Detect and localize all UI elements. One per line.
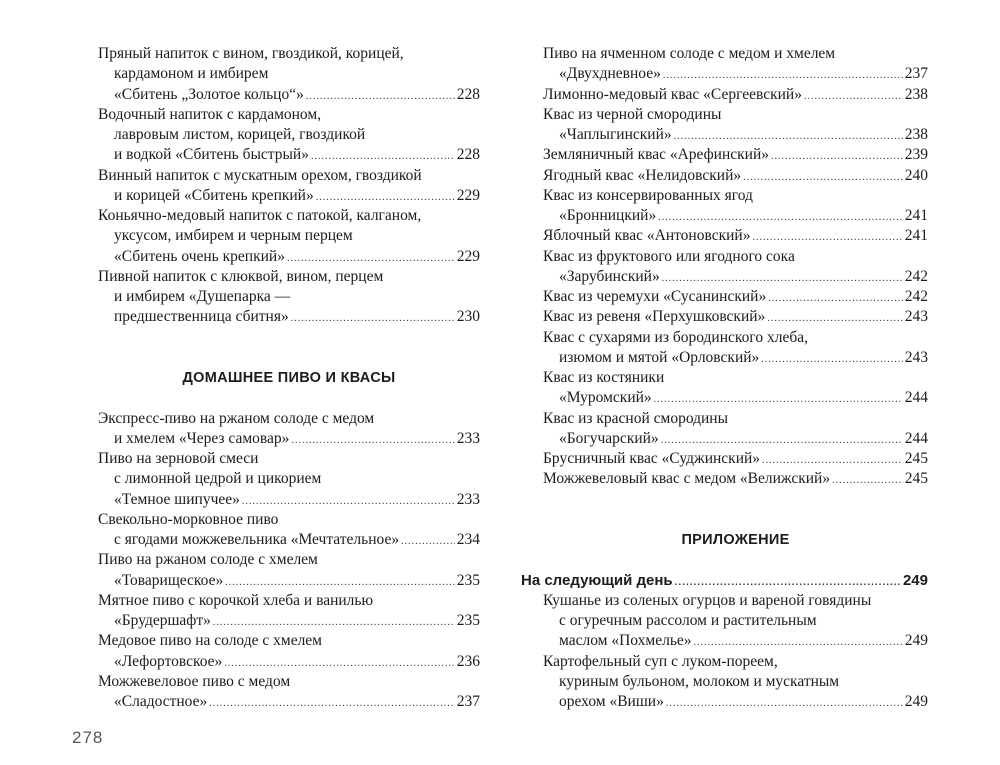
leader-dots [662,269,903,289]
toc-entry-page: 235 [456,571,480,589]
toc-entry-last-line [98,145,480,165]
leader-dots [225,573,455,593]
toc-entry-last-line [98,429,480,449]
toc-entry-last-line [98,307,480,327]
leader-dots [675,573,901,593]
toc-entry-line: Медовое пиво на солоде с хмелем [98,632,322,650]
toc-entry-page: 249 [904,632,928,650]
toc-entry[interactable] [98,510,480,551]
toc-entry-last-line [543,64,928,84]
toc-entry-line: кардамоном и имбирем [114,65,269,83]
toc-entry-line: Пряный напиток с вином, гвоздикой, корицей, [98,45,404,62]
toc-entry-last-line [543,429,928,449]
toc-entry-line: лавровым листом, корицей, гвоздикой [114,126,366,143]
toc-entry-line: Квас из костяники [543,369,665,386]
toc-entry-line: Пиво на ржаном солоде с хмелем [98,551,318,569]
right-column [521,44,928,712]
toc-entry[interactable] [543,105,928,146]
toc-entry[interactable] [98,44,480,105]
toc-entry-last-line [543,449,928,469]
toc-entry-title: Лимонно-медовый квас «Сергеевский» [543,85,802,103]
toc-entry[interactable] [98,206,480,267]
leader-dots [242,492,455,512]
toc-entry-last-line [98,692,480,712]
toc-entry[interactable] [98,591,480,632]
toc-entry-page: 241 [904,227,928,245]
toc-entry-page: 245 [904,450,928,467]
toc-entry[interactable] [543,44,928,85]
toc-entry[interactable] [543,409,928,450]
toc-entry-page: 249 [902,571,928,589]
toc-entry-page: 228 [456,146,480,164]
toc-entry-title: предшественница сбитня» [114,308,289,326]
toc-entry-line: Винный напиток с мускатным орехом, гвоздикой [98,166,422,184]
toc-entry-title: и хмелем «Через самовар» [114,429,290,447]
leader-dots [209,694,455,714]
toc-entry[interactable] [543,247,928,288]
toc-entry-title: и корицей «Сбитень крепкий» [114,186,314,204]
toc-entry-title: «Богучарский» [559,429,659,447]
toc-entry-title: орехом «Виши» [559,693,664,710]
toc-entry[interactable] [98,409,480,450]
toc-entry-last-line [98,186,480,206]
toc-entry-title: «Брудершафт» [114,612,211,629]
toc-entry-line: Свекольно-морковное пиво [98,510,279,528]
leader-dots [771,147,903,167]
leader-dots [804,87,903,107]
toc-entry-page: 234 [456,531,480,548]
toc-entry-page: 238 [904,85,928,103]
leader-dots [661,431,903,451]
toc-entry-page: 237 [456,693,480,710]
toc-entry-line: Пиво на ячменном солоде с медом и хмелем [543,45,836,62]
toc-entry-title: «Сбитень „Золотое кольцо“» [114,85,304,103]
toc-entry-last-line [543,307,928,327]
page-number: 278 [72,728,104,747]
leader-dots [752,228,902,248]
toc-entry-title: Яблочный квас «Антоновский» [543,227,751,245]
toc-entry-page: 229 [456,247,480,265]
toc-entry-line: Мятное пиво с корочкой хлеба и ванилью [98,591,374,609]
toc-entry-line: Коньячно-медовый напиток с патокой, калганом, [98,207,422,224]
left-column [98,44,480,712]
toc-entry-last-line [543,85,928,105]
toc-entry[interactable] [543,186,928,227]
toc-group-appendix [543,591,928,713]
toc-entry[interactable] [543,166,928,186]
toc-entry-line: Квас из черной смородины [543,105,722,123]
leader-dots [832,471,903,491]
toc-entry[interactable] [98,267,480,328]
leader-dots [658,208,903,228]
toc-entry-last-line [543,631,928,651]
toc-entry-page: 243 [904,308,928,326]
toc-entry-page: 237 [904,65,928,83]
toc-entry-page: 239 [904,146,928,164]
toc-entry[interactable] [543,469,928,489]
toc-entry-last-line [98,490,480,510]
toc-entry[interactable] [98,105,480,166]
toc-entry[interactable] [543,328,928,369]
toc-entry[interactable] [98,550,480,591]
toc-entry-title: и водкой «Сбитень быстрый» [114,146,309,164]
toc-entry-page: 245 [904,470,928,488]
toc-entry-page: 236 [456,652,480,670]
toc-entry[interactable] [543,226,928,246]
toc-entry-page: 233 [456,490,480,508]
leader-dots [654,390,903,410]
toc-entry[interactable] [543,307,928,327]
toc-entry-page: 240 [904,166,928,184]
toc-entry-line: Картофельный суп с луком-пореем, [543,652,778,670]
leader-dots [767,309,902,329]
toc-entry-title: «Бронницкий» [559,207,657,224]
leader-dots [224,654,454,674]
toc-entry-line: и имбирем «Душепарка — [114,288,291,305]
leader-dots [761,350,902,370]
toc-entry-line: Экспресс-пиво на ржаном солоде с медом [98,409,375,427]
leader-dots [666,694,903,714]
toc-entry-title: «Зарубинский» [559,267,660,285]
toc-entry-line: Пивной напиток с клюквой, вином, перцем [98,267,384,285]
leader-dots [663,66,903,86]
toc-entry-line: уксусом, имбирем и черным перцем [114,227,353,245]
toc-entry-last-line [543,166,928,186]
toc-entry-last-line [98,571,480,591]
leader-dots [401,532,455,552]
toc-entry[interactable] [543,591,928,652]
toc-entry-page: 238 [904,126,928,143]
toc-entry-page: 244 [904,429,928,447]
toc-entry-page: 230 [456,308,480,326]
toc-entry-last-line [98,611,480,631]
toc-group-drinks [98,44,480,328]
leader-dots [762,451,903,471]
toc-entry[interactable] [543,652,928,713]
toc-entry[interactable] [543,449,928,469]
toc-entry-last-line [98,247,480,267]
toc-entry-title: изюмом и мятой «Орловский» [559,348,760,366]
toc-entry-last-line [543,206,928,226]
toc-entry-line: Кушанье из соленых огурцов и вареной говядины [543,591,872,609]
toc-entry[interactable] [98,672,480,713]
toc-entry-page: 242 [904,288,928,305]
toc-entry-title: «Двухдневное» [559,65,661,83]
toc-entry-next-day[interactable] [521,571,928,591]
toc-entry-page: 244 [904,389,928,407]
toc-entry-last-line [543,267,928,287]
toc-entry-line: с огуречным рассолом и растительным [559,612,817,629]
toc-entry-last-line [543,469,928,489]
toc-entry-line: Можжевеловое пиво с медом [98,672,291,690]
toc-entry-line: Квас из фруктового или ягодного сока [543,247,795,265]
toc-entry-line: с лимонной цедрой и цикорием [114,470,322,488]
toc-entry[interactable] [543,145,928,165]
section-heading-beer-kvass: ДОМАШНЕЕ ПИВО И КВАСЫ [182,370,396,386]
toc-entry-last-line [98,652,480,672]
leader-dots [287,249,455,269]
toc-entry-last-line [543,145,928,165]
toc-entry-title: Можжевеловый квас с медом «Велижский» [543,470,831,488]
toc-entry-line: Квас с сухарями из бородинского хлеба, [543,328,808,346]
toc-entry-last-line [98,530,480,550]
toc-group-kvass [543,44,928,490]
toc-entry-page: 235 [456,612,480,629]
toc-entry-page: 249 [904,693,928,710]
toc-entry-page: 233 [456,429,480,447]
leader-dots [674,127,903,147]
toc-entry-title: На следующий день [521,571,673,589]
toc-entry-last-line [543,226,928,246]
toc-group-beer [98,409,480,713]
toc-entry-title: «Товарищеское» [114,571,224,589]
toc-entry-title: Земляничный квас «Арефинский» [543,146,770,164]
toc-entry-last-line [543,692,928,712]
toc-entry-line: Квас из красной смородины [543,409,729,427]
toc-entry-line: Водочный напиток с кардамоном, [98,105,322,123]
toc-entry-title: «Сбитень очень крепкий» [114,247,285,265]
toc-entry-page: 243 [904,348,928,366]
toc-entry-title: маслом «Похмелье» [559,632,692,650]
toc-entry[interactable] [98,631,480,672]
toc-entry-last-line [98,85,480,105]
leader-dots [316,188,455,208]
toc-entry-last-line [543,125,928,145]
toc-entry[interactable] [543,368,928,409]
toc-entry[interactable] [98,449,480,510]
toc-entry-title: «Сладостное» [114,693,208,710]
toc-entry-line: Пиво на зерновой смеси [98,450,259,467]
section-heading-appendix: ПРИЛОЖЕНИЕ [681,532,790,548]
leader-dots [311,147,455,167]
toc-entry-line: Квас из консервированных ягод [543,186,753,204]
toc-entry[interactable] [543,85,928,105]
toc-entry-page: 241 [904,207,928,224]
toc-entry-title: с ягодами можжевельника «Мечтательное» [114,531,400,548]
toc-entry-page: 228 [456,85,480,103]
leader-dots [768,289,903,309]
toc-entry-last-line [543,388,928,408]
toc-entry-title: «Темное шипучее» [114,490,240,508]
toc-entry-line: куриным бульоном, молоком и мускатным [559,672,840,690]
toc-entry-last-line [543,287,928,307]
toc-entry-title: «Чаплыгинский» [559,126,672,143]
toc-entry-title: Брусничный квас «Суджинский» [543,450,761,467]
toc-entry-last-line [543,348,928,368]
toc-entry-title: Квас из ревеня «Перхушковский» [543,308,766,326]
leader-dots [213,613,455,633]
toc-entry-page: 242 [904,267,928,285]
leader-dots [306,87,455,107]
toc-entry-title: Квас из черемухи «Сусанинский» [543,288,767,305]
leader-dots [743,168,903,188]
leader-dots [291,431,454,451]
toc-entry-title: Ягодный квас «Нелидовский» [543,166,742,184]
toc-entry-page: 229 [456,186,480,204]
leader-dots [291,309,455,329]
toc-entry-title: «Лефортовское» [114,652,223,670]
leader-dots [694,633,903,653]
toc-entry[interactable] [98,166,480,207]
toc-entry-title: «Муромский» [559,389,652,407]
toc-entry[interactable] [543,287,928,307]
